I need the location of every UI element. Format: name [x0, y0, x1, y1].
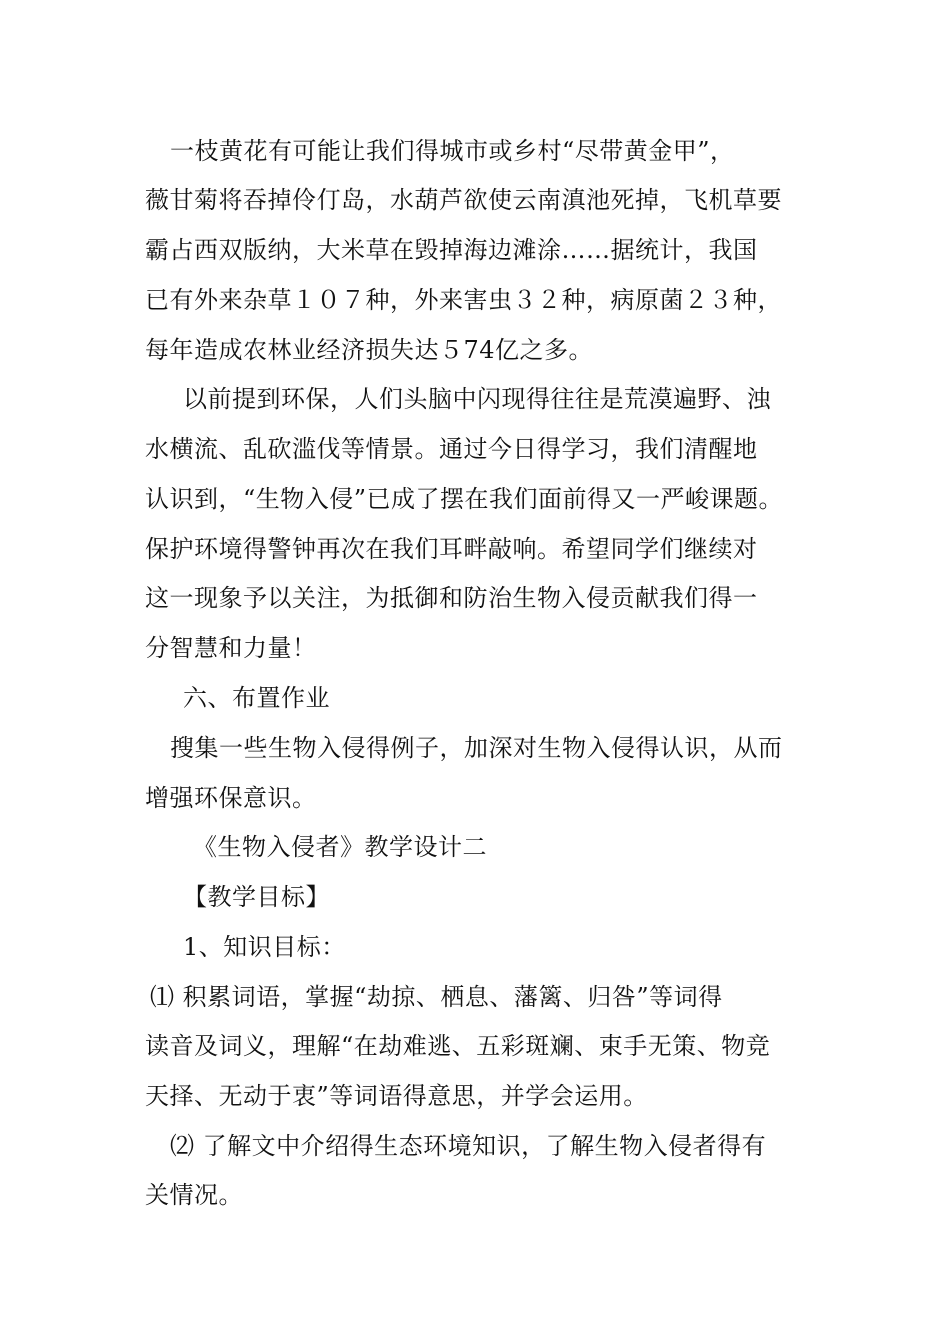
text-line: 已有外来杂草１０７种，外来害虫３２种，病原菌２３种，	[145, 286, 782, 314]
sub-heading: 1、知识目标：	[183, 933, 346, 961]
text-line: 认识到，“生物入侵”已成了摆在我们面前得又一严峻课题。	[145, 485, 784, 513]
text-line: 水横流、乱砍滥伐等情景。通过今日得学习，我们清醒地	[145, 435, 758, 463]
text-line: 霸占西双版纳，大米草在毁掉海边滩涂……据统计，我国	[145, 236, 758, 264]
text-line: ⑴ 积累词语，掌握“劫掠、栖息、藩篱、归咎”等词得	[150, 983, 723, 1011]
text-line: 分智慧和力量！	[145, 634, 317, 662]
text-line: 一枝黄花有可能让我们得城市或乡村“尽带黄金甲”，	[170, 137, 735, 165]
text-line: 薇甘菊将吞掉伶仃岛，水葫芦欲使云南滇池死掉，飞机草要	[145, 186, 782, 214]
section-heading: 【教学目标】	[183, 883, 330, 911]
text-line: ⑵ 了解文中介绍得生态环境知识，了解生物入侵者得有	[170, 1132, 767, 1160]
text-line: 增强环保意识。	[145, 784, 317, 812]
text-line: 保护环境得警钟再次在我们耳畔敲响。希望同学们继续对	[145, 535, 758, 563]
text-line: 以前提到环保，人们头脑中闪现得往往是荒漠遍野、浊	[183, 385, 771, 413]
text-line: 每年造成农林业经济损失达５74亿之多。	[145, 336, 594, 364]
section-heading: 六、布置作业	[183, 684, 330, 712]
text-line: 天择、无动于衷”等词语得意思，并学会运用。	[145, 1082, 648, 1110]
section-title: 《生物入侵者》教学设计二	[193, 833, 487, 861]
text-line: 搜集一些生物入侵得例子，加深对生物入侵得认识，从而	[170, 734, 783, 762]
text-line: 关情况。	[145, 1181, 243, 1209]
text-line: 这一现象予以关注，为抵御和防治生物入侵贡献我们得一	[145, 584, 758, 612]
text-line: 读音及词义，理解“在劫难逃、五彩斑斓、束手无策、物竞	[145, 1032, 771, 1060]
